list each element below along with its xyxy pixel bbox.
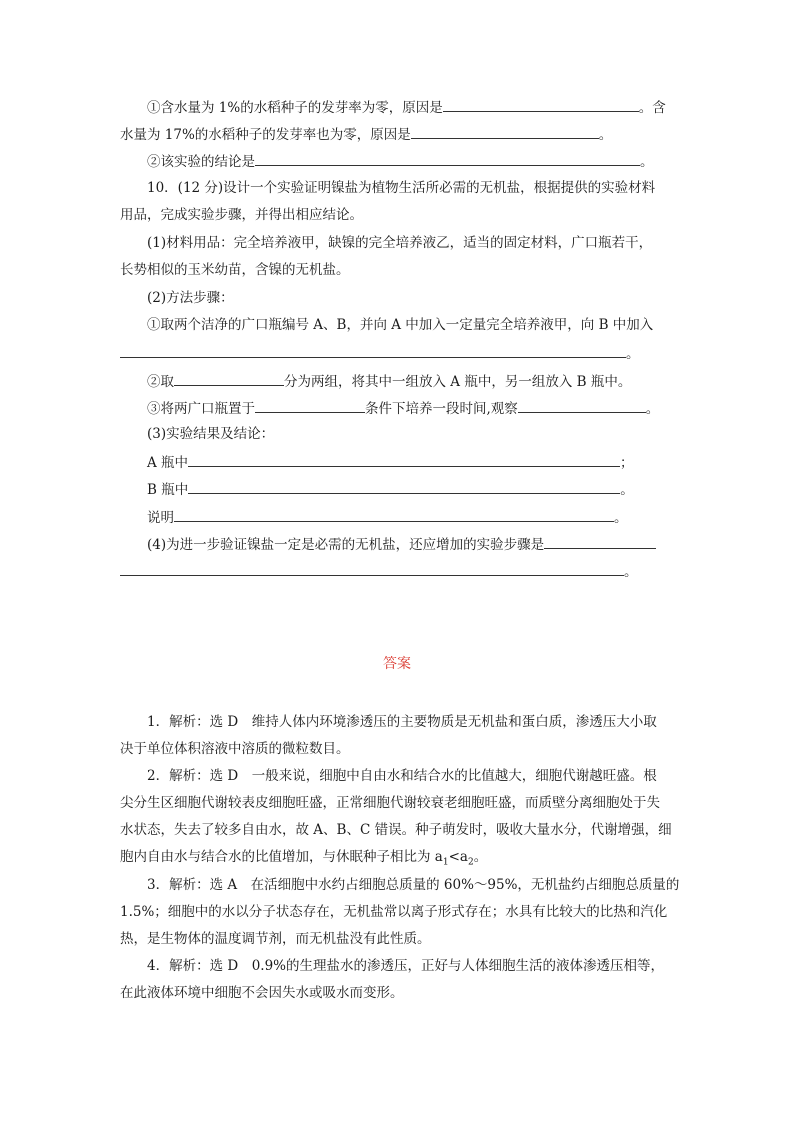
q10-step-2	[147, 370, 631, 392]
q10-text: 说明	[147, 510, 174, 526]
q10-steps-title: (2)方法步骤：	[147, 290, 234, 306]
q10-text: 分为两组，将其中一组放入 A 瓶中，另一组放入 B 瓶中。	[284, 374, 632, 390]
q10-materials-line-2: 长势相似的玉米幼苗，含镍的无机盐。	[120, 262, 350, 278]
q10-text: ③将两广口瓶置于	[147, 401, 255, 417]
answer-blank	[411, 123, 599, 139]
answer-2-line-1: 2．解析：选 D 一般来说，细胞中自由水和结合水的比值越大，细胞代谢越旺盛。根	[147, 768, 657, 784]
answer-1-line-1: 1．解析：选 D 维持人体内环境渗透压的主要物质是无机盐和蛋白质，渗透压大小取	[147, 714, 657, 730]
q10-text: ②取	[147, 374, 174, 390]
answer-2-line-4	[120, 847, 487, 873]
q10-text: 。	[626, 346, 640, 362]
q9-text: ②该实验的结论是	[147, 154, 255, 170]
answer-blank	[120, 342, 626, 358]
answer-blank	[188, 478, 620, 494]
answer-3-line-1: 3．解析：选 A 在活细胞中水约占细胞总质量的 60%～95%，无机盐约占细胞总质量的	[147, 877, 680, 893]
q10-text: 条件下培养一段时间,观察	[365, 401, 518, 417]
q10-text: (4)为进一步验证镍盐一定是必需的无机盐，还应增加的实验步骤是	[147, 537, 545, 553]
subscript: 1	[442, 857, 449, 868]
q10-text: B 瓶中	[147, 482, 189, 498]
subscript: 2	[467, 857, 474, 868]
q10-result-a	[147, 451, 634, 473]
q10-text: 。	[620, 482, 634, 498]
q10-explain	[147, 506, 628, 528]
q10-text: 。	[645, 401, 660, 417]
q9-line-3	[147, 150, 654, 172]
answer-blank	[188, 451, 620, 467]
answer-blank	[120, 560, 624, 576]
q10-step-1-blank-line	[120, 342, 640, 364]
answers-title: 答案	[383, 656, 411, 672]
answer-blank	[443, 96, 639, 112]
q10-text: 。	[614, 510, 628, 526]
answer-2-line-2: 尖分生区细胞代谢较表皮细胞旺盛，正常细胞代谢较衰老细胞旺盛，而质壁分离细胞处于失	[120, 795, 660, 811]
q9-line-2	[120, 123, 612, 145]
answer-blank	[174, 506, 614, 522]
q10-intro-line-1: 10．(12 分)设计一个实验证明镍盐为植物生活所必需的无机盐，根据提供的实验材料	[147, 180, 656, 196]
answer-4-line-2: 在此液体环境中细胞不会因失水或吸水而变形。	[120, 985, 404, 1001]
q10-text: 。	[624, 564, 638, 580]
answer-3-line-3: 热，是生物体的温度调节剂，而无机盐没有此性质。	[120, 931, 431, 947]
q10-intro-line-2: 用品，完成实验步骤，并得出相应结论。	[120, 207, 363, 223]
q10-step-3	[147, 397, 659, 419]
q9-text: ①含水量为 1%的水稻种子的发芽率为零，原因是	[147, 100, 443, 116]
q10-further-blank-line	[120, 560, 638, 582]
answer-blank	[255, 150, 640, 166]
q10-further	[147, 533, 656, 555]
answer-blank	[255, 397, 365, 413]
q9-text: 。	[640, 154, 654, 170]
answer-blank	[544, 533, 656, 549]
answer-1-line-2: 决于单位体积溶液中溶质的微粒数目。	[120, 741, 350, 757]
q9-line-1	[147, 96, 666, 118]
q10-results-title: (3)实验结果及结论：	[147, 426, 275, 442]
answer-2-line-3: 水状态，失去了较多自由水，故 A、B、C 错误。种子萌发时，吸收大量水分，代谢增强，细	[120, 822, 672, 838]
answer-text: 胞内自由水与结合水的比值增加，与休眠种子相比为 a	[120, 849, 443, 865]
q10-text: ；	[620, 455, 634, 471]
answer-3-line-2: 1.5%；细胞中的水以分子状态存在，无机盐常以离子形式存在；水具有比较大的比热和汽化	[120, 904, 668, 920]
q10-materials-line-1: (1)材料用品：完全培养液甲，缺镍的完全培养液乙，适当的固定材料，广口瓶若干，	[147, 235, 653, 251]
answer-blank	[518, 397, 646, 413]
answer-blank	[174, 370, 284, 386]
q9-text: 水量为 17%的水稻种子的发芽率也为零，原因是	[120, 127, 411, 143]
q9-text: 。	[598, 127, 613, 143]
q9-text: 。含	[638, 100, 666, 116]
answer-text: 。	[473, 849, 488, 865]
q10-text: A 瓶中	[147, 455, 189, 471]
q10-result-b	[147, 478, 634, 500]
answer-text: <a	[448, 849, 468, 865]
answer-4-line-1: 4．解析：选 D 0.9%的生理盐水的渗透压，正好与人体细胞生活的液体渗透压相等，	[147, 958, 665, 974]
q10-step-1: ①取两个洁净的广口瓶编号 A、B，并向 A 中加入一定量完全培养液甲，向 B 中加入	[147, 317, 654, 333]
